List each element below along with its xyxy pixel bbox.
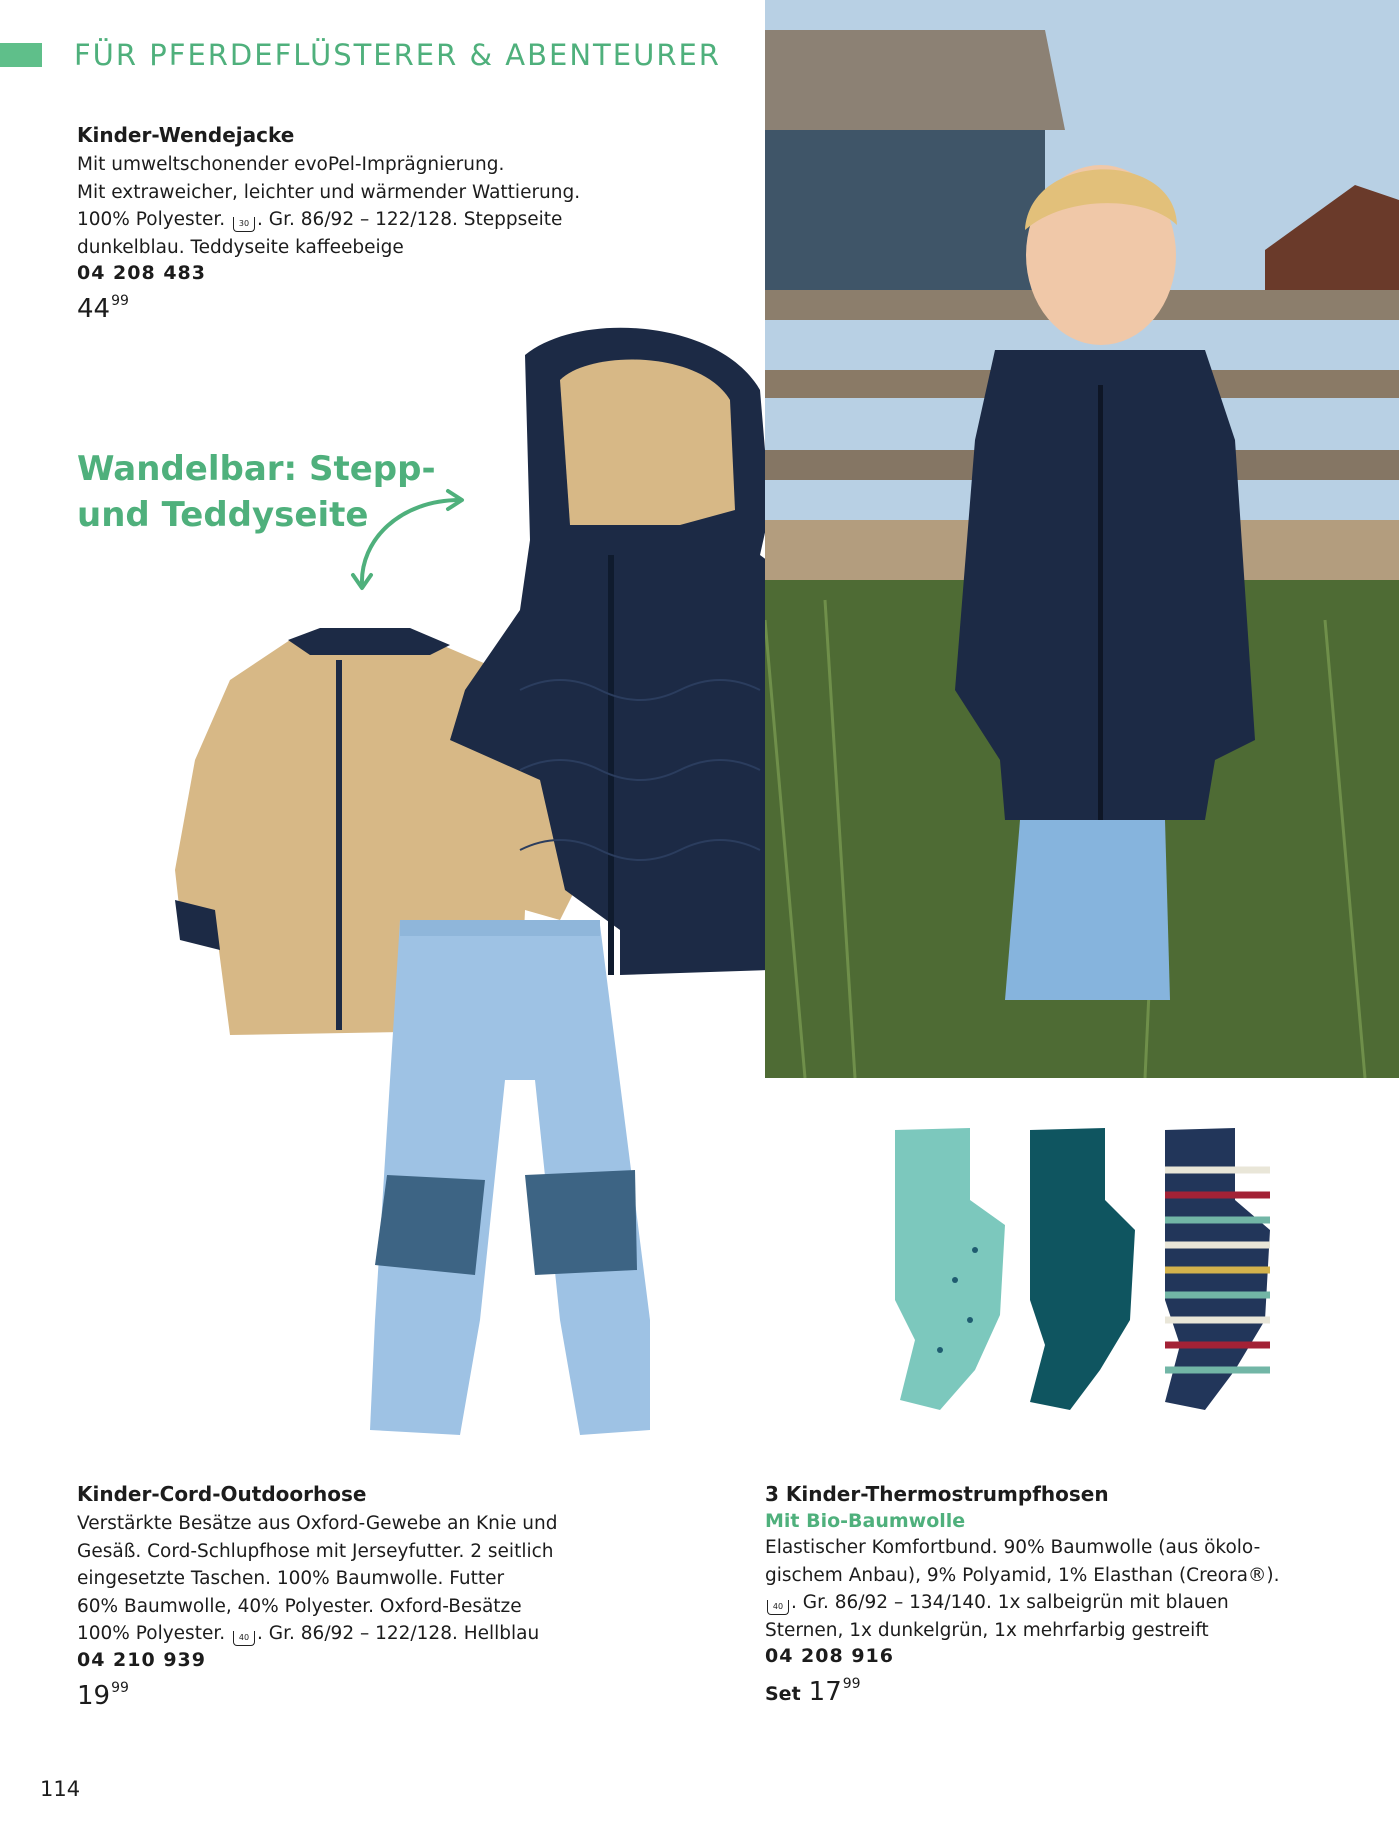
price: $19^{99}$ [77, 1679, 129, 1711]
product-description: Elastischer Komfortbund. 90% Baumwolle (aus ökolo- gischem Anbau), 9% Polyamid, 1% Elasthan (Creora®). 40 . Gr. 86/92 – 134/140. 1x salbeigrün mit blauen Sternen, 1x dunkelgrün, 1x mehrfarbig gestreift [765, 1537, 1280, 1641]
wash-icon: 30 [233, 217, 255, 232]
product-jacket [77, 123, 580, 324]
article-number: 04 210 939 [77, 1648, 206, 1671]
price: $44^{99}$ [77, 293, 129, 324]
product-subtitle: Mit Bio-Baumwolle [765, 1510, 966, 1532]
product-description: Mit umweltschonender evoPel-Imprägnierung. Mit extraweicher, leichter und wärmender Wattierung. 100% Polyester. 30 . Gr. 86/92 – 122/128. Steppseite dunkelblau. Teddyseite kaffeebeige [77, 154, 581, 258]
header-accent-bar [0, 43, 42, 67]
wash-icon: 40 [233, 1631, 255, 1646]
product-name: 3 Kinder-Thermostrumpfhosen [765, 1482, 1109, 1506]
product-tights [765, 1482, 1280, 1707]
product-name: Kinder-Cord-Outdoorhose [77, 1482, 367, 1506]
lifestyle-photo [765, 0, 1399, 1078]
tights-image [880, 1120, 1280, 1420]
reversible-callout: Wandelbar: Stepp- und Teddyseite [77, 449, 436, 535]
section-title: FÜR PFERDEFLÜSTERER & ABENTEURER [74, 38, 721, 72]
wash-icon: 40 [767, 1600, 789, 1615]
product-trousers [77, 1482, 557, 1711]
product-name: Kinder-Wendejacke [77, 123, 295, 147]
price: Set $17^{99}$ [765, 1676, 861, 1707]
article-number: 04 208 483 [77, 262, 206, 284]
product-description: Verstärkte Besätze aus Oxford-Gewebe an Knie und Gesäß. Cord-Schlupfhose mit Jerseyfutter. 2 seitlich eingesetzte Taschen. 100% Baumwolle. Futter 60% Baumwolle, 40% Polyester. Oxford-Besätze 100% Polyester. 40 . Gr. 86/92 – 122/128. Hellblau [77, 1513, 558, 1644]
page-number: 114 [40, 1777, 81, 1801]
article-number: 04 208 916 [765, 1645, 894, 1667]
trousers-image [365, 920, 655, 1440]
